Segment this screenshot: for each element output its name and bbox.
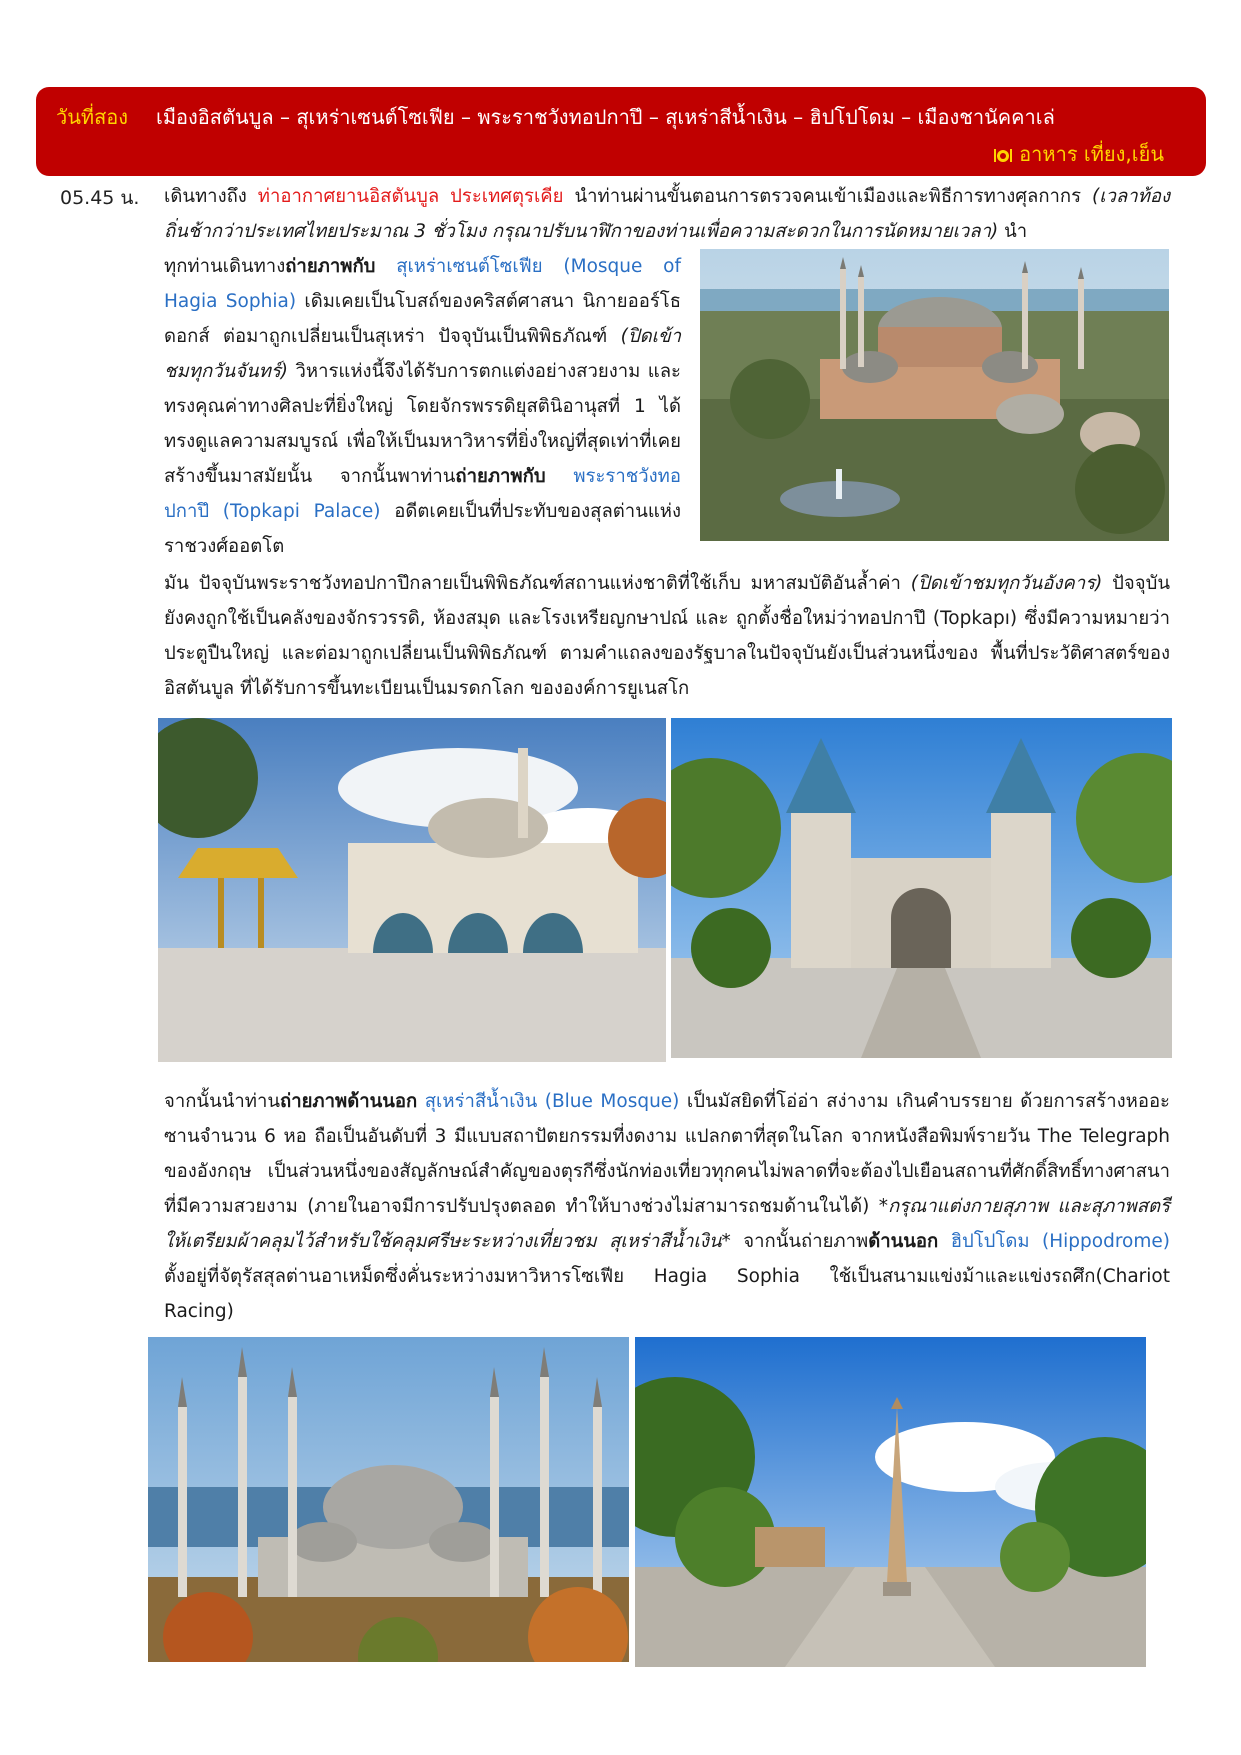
text-segment	[417, 1091, 425, 1112]
hippodrome-name: ฮิปโปโดม (Hippodrome)	[950, 1231, 1170, 1252]
text-segment: ปัจจุบันยังคงถูกใช้เป็นคลังของจักรวรรดิ, ห้องสมุด และโรงเหรียญกษาปณ์ และ ถูกตั้งชื่อใหม่ว่าทอปกาปึ (Topkapı) ซึ่งมีความหมายว่า ประตูปืนใหญ่ และต่อมาถูกเปลี่ยนเป็นพิพิธภัณฑ์ ตามคำแถลงของรัฐบาลในปัจจุบันยังเป็นส่วนหนึ่งของ พื้นที่ประวัติศาสตร์ของอิสตันบูล ที่ได้รับการขึ้นทะเบียนเป็นมรดกโลก ขององค์การยูเนสโก	[164, 573, 1170, 699]
airport-name: ท่าอากาศยานอิสตันบูล ประเทศตุรเคีย	[257, 186, 564, 207]
topkapi-name: พระราชวังทอปกาปึ (Topkapi Palace)	[164, 466, 681, 522]
text-segment: จากนั้นถ่ายภาพ	[730, 1231, 869, 1252]
text-segment: อดีตเคยเป็นที่ประทับของสุลต่านแห่งราชวงศ์ออตโต	[164, 501, 681, 557]
text-segment: นำท่านผ่านขั้นตอนการตรวจคนเข้าเมืองและพิธีการทางศุลกากร	[563, 186, 1092, 207]
text-segment: เป็นมัสยิดที่โอ่อ่า สง่างาม เกินคำบรรยาย ด้วยการสร้างหออะซานจำนวน 6 หอ ถือเป็นอันดับที่ 3 มีแบบสถาปัตยกรรมที่งดงาม แปลกตาที่สุดในโลก จากหนังสือพิมพ์รายวัน The Telegraph ของอังกฤษ เป็นส่วนหนึ่งของสัญลักษณ์สำคัญของตุรกีซึ่งนักท่องเที่ยวทุกคนไม่พลาดที่จะต้องไปเยือนสถานที่ศักดิ์สิทธิ์ทางศาสนาที่มีความสวยงาม (ภายในอาจมีการปรับปรุงตลอด ทำให้บางช่วงไม่สามารถชมด้านในได้)	[164, 1091, 1170, 1217]
hagia-closed-note: (ปิดเข้าชมทุกวันจันทร์)	[164, 326, 681, 382]
blue-mosque-name: สุเหร่าสีน้ำเงิน (Blue Mosque)	[424, 1091, 680, 1112]
blue-mosque-photo	[148, 1337, 629, 1662]
meals-text: อาหาร เที่ยง,เย็น	[1019, 142, 1164, 166]
photo-label: ถ่ายภาพกับ	[455, 466, 546, 487]
blue-mosque-paragraph	[164, 1084, 1170, 1329]
text-segment: ตั้งอยู่ที่จัตุรัสสุลต่านอาเหม็ดซึ่งคั่นระหว่างมหาวิหารโซเฟีย Hagia Sophia ใช้เป็นสนามแข่งม้าและแข่งรถศึก(Chariot Racing)	[164, 1266, 1170, 1322]
outside-photo-label: ด้านนอก	[868, 1231, 939, 1252]
meals-info	[993, 138, 1164, 170]
dish-icon	[993, 145, 1013, 169]
hagia-sophia-paragraph	[164, 249, 681, 564]
hagia-sophia-name: สุเหร่าเซนต์โซเฟีย (Mosque of Hagia Sophia)	[164, 256, 681, 312]
text-segment	[546, 466, 574, 487]
timezone-note: (เวลาท้องถิ่นช้ากว่าประเทศไทยประมาณ 3 ชั่วโมง กรุณาปรับนาฬิกาของท่านเพื่อความสะดวกในการนัดหมายเวลา)	[164, 186, 1170, 242]
text-segment: มัน ปัจจุบันพระราชวังทอปกาปึกลายเป็นพิพิธภัณฑ์สถานแห่งชาติที่ใช้เก็บ มหาสมบัติอันล้ำค่า	[164, 573, 911, 594]
text-segment: วิหารแห่งนี้จึงได้รับการตกแต่งอย่างสวยงาม และทรงคุณค่าทางศิลปะที่ยิ่งใหญ่ โดยจักรพรรดิยุสตินิอานุสที่ 1 ได้ทรงดูแลความสมบูรณ์ เพื่อให้เป็นมหาวิหารที่ยิ่งใหญ่ที่สุดเท่าที่เคยสร้างขึ้นมาสมัยนั้น จากนั้นพาท่าน	[164, 361, 681, 487]
text-segment: เดินทางถึง	[164, 186, 258, 207]
arrival-paragraph	[164, 179, 1170, 249]
text-segment: ทุกท่านเดินทาง	[164, 256, 286, 277]
text-segment	[375, 256, 396, 277]
day-label: วันที่สอง	[56, 105, 129, 129]
text-segment: เดิมเคยเป็นโบสถ์ของคริสต์ศาสนา นิกายออร์โธดอกส์ ต่อมาถูกเปลี่ยนเป็นสุเหร่า ปัจจุบันเป็นพิพิธภัณฑ์	[164, 291, 681, 347]
day-header-banner	[36, 87, 1206, 176]
text-segment: นำ	[998, 221, 1028, 242]
topkapi-kiosk-photo	[158, 718, 666, 1062]
topkapi-closed-note: (ปิดเข้าชมทุกวันอังคาร)	[910, 573, 1103, 594]
topkapi-gate-photo	[671, 718, 1172, 1058]
outside-photo-label: ถ่ายภาพด้านนอก	[280, 1091, 418, 1112]
dress-code-note: *กรุณาแต่งกายสุภาพ และสุภาพสตรีให้เตรียมผ้าคลุมไว้สำหรับใช้คลุมศรีษะระหว่างเที่ยวชม สุเหร่าสีน้ำเงิน*	[164, 1196, 1170, 1252]
route-title: เมืองอิสตันบูล – สุเหร่าเซนต์โซเฟีย – พระราชวังทอปกาปึ – สุเหร่าสีน้ำเงิน – ฮิปโปโดม – เมืองชานัคคาเล่	[156, 105, 1055, 129]
text-segment	[938, 1231, 950, 1252]
text-segment: จากนั้นนำท่าน	[164, 1091, 280, 1112]
topkapi-paragraph	[164, 566, 1170, 706]
schedule-time: 05.45 น.	[60, 187, 140, 209]
hagia-sophia-photo	[700, 249, 1169, 541]
photo-label: ถ่ายภาพกับ	[285, 256, 376, 277]
hippodrome-photo	[635, 1337, 1146, 1667]
